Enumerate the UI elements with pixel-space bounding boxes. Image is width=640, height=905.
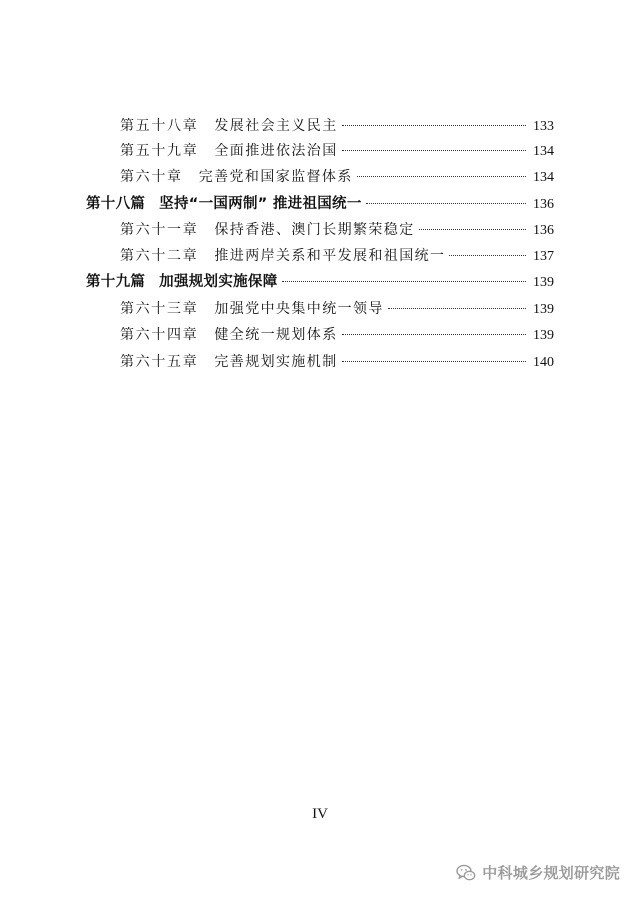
toc-entry-title: 完善党和国家监督体系: [198, 169, 353, 185]
toc-entry-number: 第六十五章: [120, 354, 199, 370]
dot-leader: [342, 334, 526, 335]
page-number: IV: [312, 806, 328, 822]
toc-entry-page: 134: [533, 144, 554, 159]
toc-entry-chapter-58[interactable]: [120, 114, 554, 138]
toc-entry-title: 加强规划实施保障: [159, 274, 278, 290]
dot-leader: [357, 176, 526, 177]
toc-entry-page: 136: [533, 197, 554, 212]
watermark-text: 中科城乡规划研究院: [482, 864, 620, 882]
toc-entry-title: 完善规划实施机制: [214, 354, 338, 370]
toc-entry-page: 137: [533, 249, 554, 264]
toc-entry-page: 139: [533, 328, 554, 343]
toc-entry-number: 第六十章: [120, 169, 183, 185]
toc-entry-part-18[interactable]: [86, 192, 554, 216]
toc-entry-chapter-61[interactable]: [120, 218, 554, 242]
wechat-icon: [456, 864, 476, 882]
dot-leader: [449, 255, 526, 256]
toc-entry-number: 第六十一章: [120, 222, 199, 238]
toc-entry-chapter-60[interactable]: [120, 165, 554, 189]
dot-leader: [342, 125, 526, 126]
dot-leader: [282, 281, 527, 282]
toc-entry-title: 推进两岸关系和平发展和祖国统一: [214, 248, 446, 264]
toc-entry-chapter-65[interactable]: [120, 350, 554, 374]
toc-entry-chapter-62[interactable]: [120, 244, 554, 268]
toc-entry-title: 加强党中央集中统一领导: [214, 301, 384, 317]
dot-leader: [419, 229, 526, 230]
toc-entry-page: 134: [533, 170, 554, 185]
dot-leader: [342, 150, 526, 151]
toc-entry-number: 第五十九章: [120, 143, 199, 159]
toc-entry-page: 139: [533, 302, 554, 317]
toc-entry-chapter-64[interactable]: [120, 323, 554, 347]
toc-entry-number: 第六十四章: [120, 327, 199, 343]
toc-entry-number: 第十九篇: [86, 274, 146, 290]
toc-entry-title: 健全统一规划体系: [214, 327, 338, 343]
dot-leader: [366, 203, 526, 204]
toc-entry-page: 139: [533, 275, 554, 290]
toc-entry-number: 第五十八章: [120, 118, 199, 134]
toc-entry-title: 保持香港、澳门长期繁荣稳定: [214, 222, 415, 238]
dot-leader: [388, 308, 526, 309]
toc-entry-title: 全面推进依法治国: [214, 143, 338, 159]
toc-entry-chapter-63[interactable]: [120, 297, 554, 321]
toc-entry-page: 140: [533, 355, 554, 370]
toc-entry-part-19[interactable]: [86, 270, 554, 294]
toc-entry-number: 第十八篇: [86, 196, 146, 212]
watermark: [456, 862, 620, 883]
toc-entry-number: 第六十二章: [120, 248, 199, 264]
toc-entry-title: 坚持“一国两制” 推进祖国统一: [159, 196, 362, 212]
toc-entry-page: 136: [533, 223, 554, 238]
toc-entry-chapter-59[interactable]: [120, 139, 554, 163]
toc-entry-number: 第六十三章: [120, 301, 199, 317]
toc-entry-page: 133: [533, 119, 554, 134]
toc-entry-title: 发展社会主义民主: [214, 118, 338, 134]
dot-leader: [342, 361, 526, 362]
